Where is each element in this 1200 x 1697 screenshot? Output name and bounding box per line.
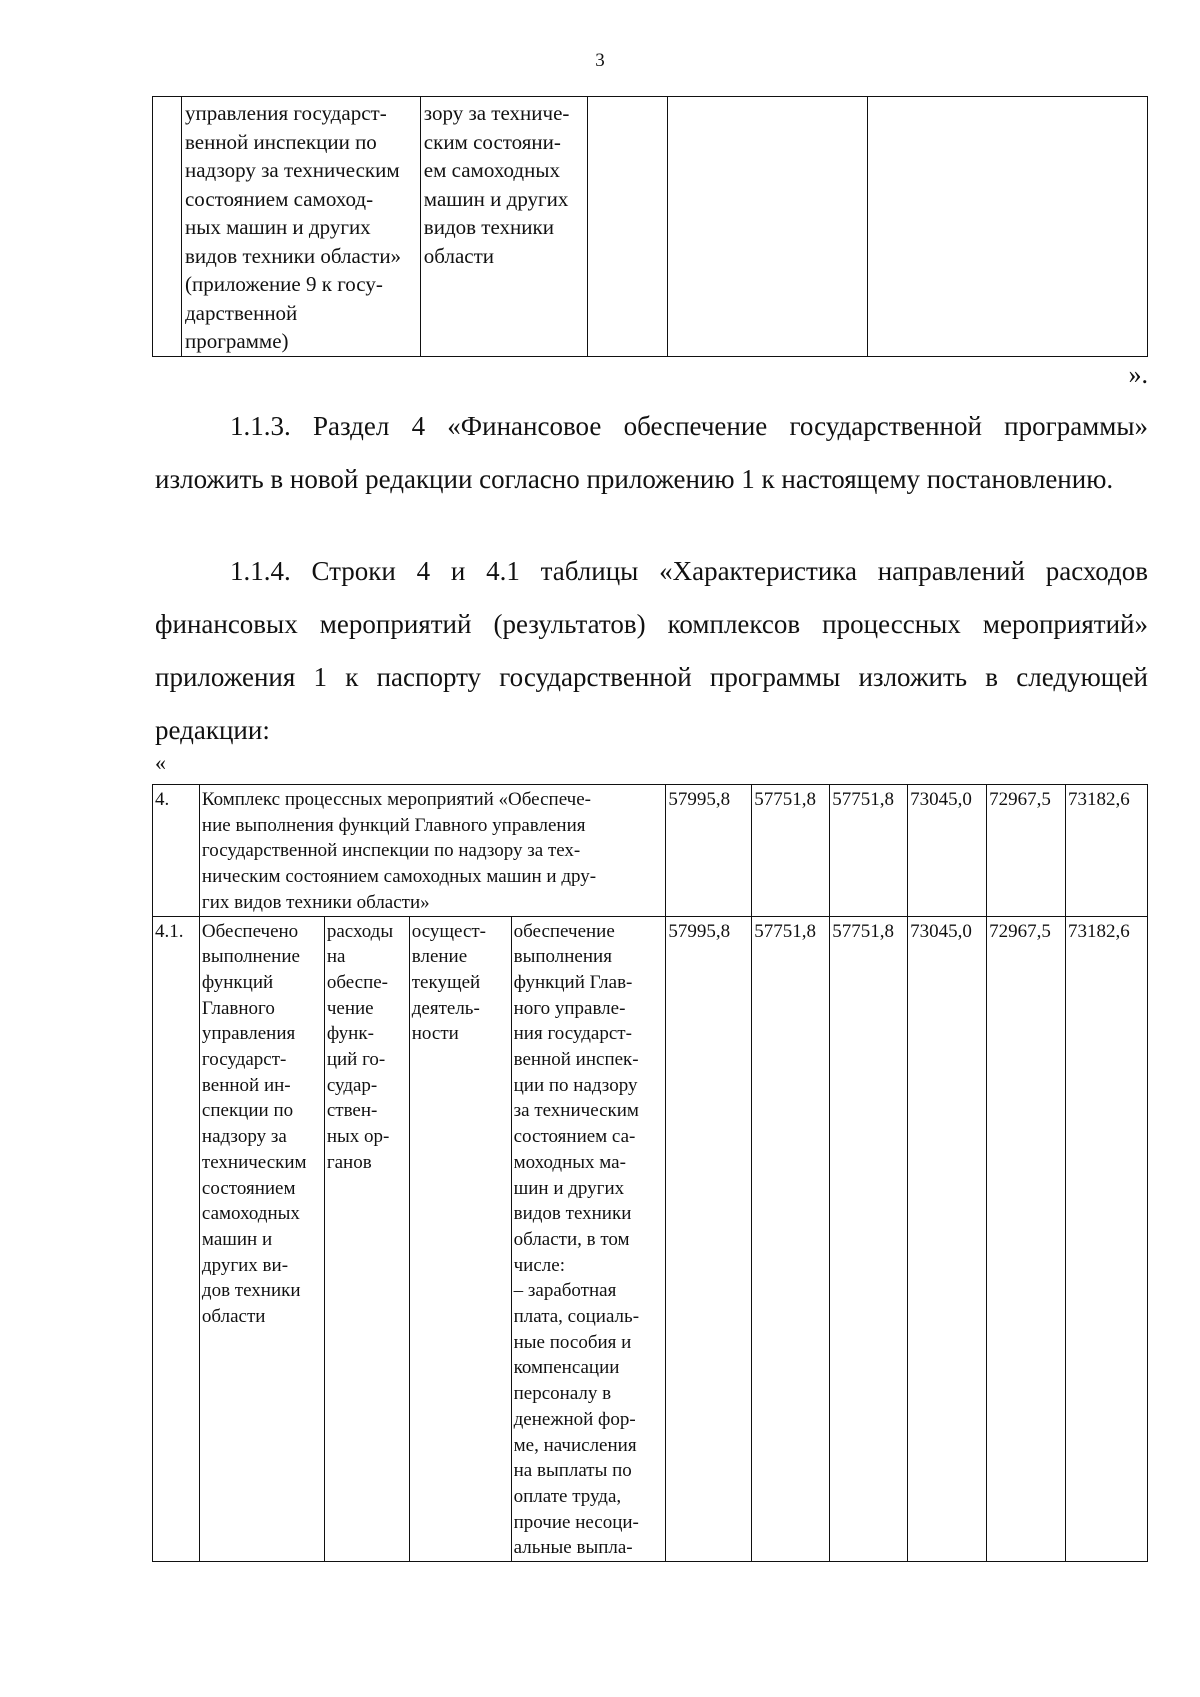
expense-type-cell: расходы на обеспе- чение функ- ций го- судар- ствен- ных ор- ганов [324,916,409,1562]
row-number: 4. [153,785,200,917]
table-row-4 [153,785,1148,917]
continuation-table [152,96,1148,357]
value-cell: 57751,8 [830,785,908,917]
value-cell: 73045,0 [908,916,987,1562]
table-cell [667,97,868,357]
value-cell: 72967,5 [987,916,1066,1562]
description-cell: обеспечение выполнения функций Глав- ного управле- ния государст- венной инспек- ции по надзору за техническим состоянием са- моходных ма- шин и других видов техники области, в том числе: – заработная плата, социаль- ные пособия и компенсации персоналу в денежной фор- ме, начисления на выплаты по оплате труда, прочие несоци- альные выпла- [511,916,666,1562]
paragraph-1-1-4: 1.1.4. Строки 4 и 4.1 таблицы «Характеристика направлений расходов финансовых мероприятий (результатов) комплексов процессных мероприятий» приложения 1 к паспорту государственной программы изложить в следующей редакции: [155,556,1148,745]
value-cell: 57751,8 [830,916,908,1562]
value-cell: 72967,5 [987,785,1066,917]
table-cell [587,97,667,357]
expense-table [152,784,1148,1562]
value-cell: 57995,8 [666,916,752,1562]
value-cell: 73045,0 [908,785,987,917]
table-row-4-1 [153,916,1148,1562]
activity-type-cell: осущест- вление текущей деятель- ности [409,916,511,1562]
closing-quote: ». [1128,360,1148,389]
page-number: 3 [595,50,605,71]
table-row [153,97,1148,357]
complex-title: Комплекс процессных мероприятий «Обеспече- ние выполнения функций Главного управления государственной инспекции по надзору за тех- ническим состоянием самоходных машин и дру- гих видов техники области» [199,785,665,917]
table-cell [153,97,182,357]
value-cell: 73182,6 [1066,916,1148,1562]
table-cell: зору за техниче- ским состояни- ем самоходных машин и других видов техники области [420,97,587,357]
result-cell: Обеспечено выполнение функций Главного управления государст- венной ин- спекции по надзору за техническим состоянием самоходных машин и других ви- дов техники области [199,916,324,1562]
row-number: 4.1. [153,916,200,1562]
table-cell [868,97,1148,357]
table-cell: управления государст- венной инспекции по надзору за техническим состоянием самоход- ных машин и других видов техники области» (приложение 9 к госу- дарственной программе) [181,97,420,357]
opening-quote: « [155,750,166,775]
value-cell: 57751,8 [752,916,830,1562]
value-cell: 73182,6 [1066,785,1148,917]
value-cell: 57751,8 [752,785,830,917]
paragraph-1-1-3: 1.1.3. Раздел 4 «Финансовое обеспечение государственной программы» изложить в новой редакции согласно приложению 1 к настоящему постановлению. [155,411,1148,494]
value-cell: 57995,8 [666,785,752,917]
